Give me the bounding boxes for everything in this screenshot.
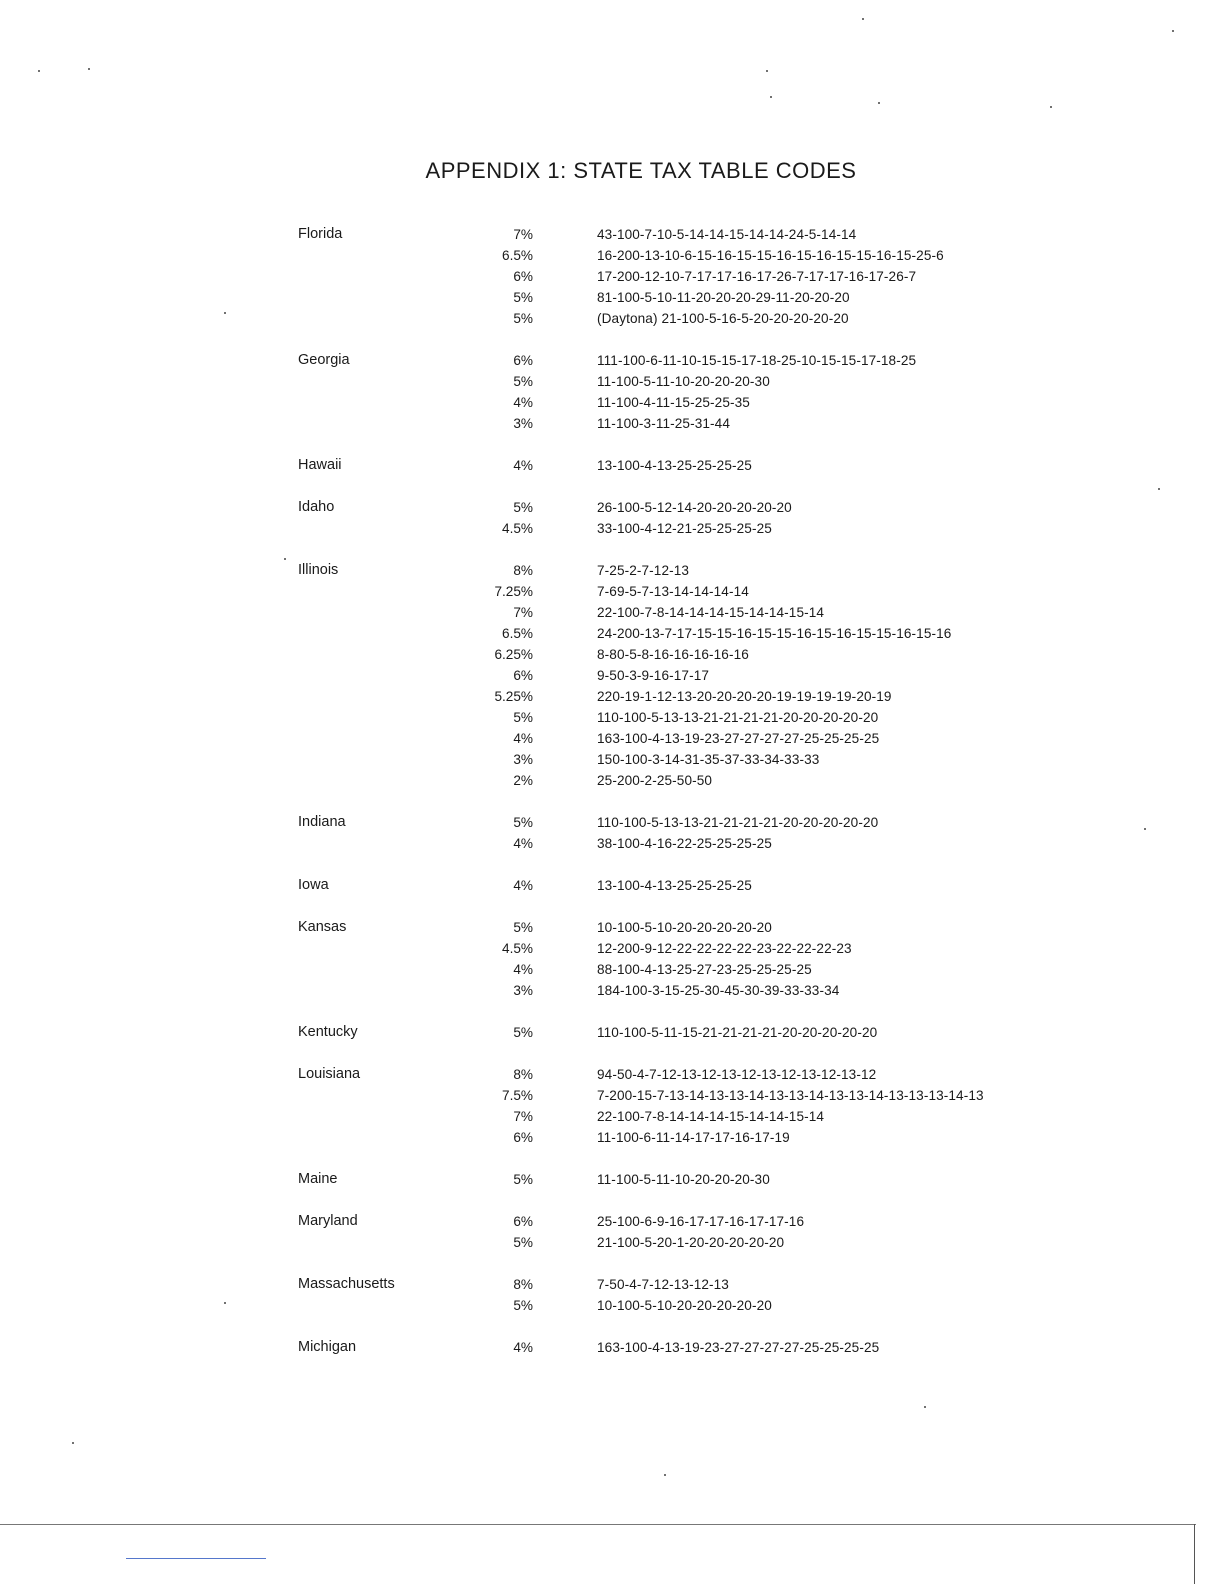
footnote-rule [126, 1558, 266, 1559]
rate-row [298, 516, 1058, 537]
rate-row [298, 579, 1058, 600]
rate-row [298, 1104, 1058, 1125]
rate-row [298, 810, 1058, 831]
state-name: Maine [298, 1171, 338, 1187]
tax-rate: 7% [513, 227, 533, 242]
tax-table-code: 25-100-6-9-16-17-17-16-17-17-16 [597, 1214, 805, 1229]
rate-row [298, 1062, 1058, 1083]
rate-row [298, 243, 1058, 264]
tax-table-code: 24-200-13-7-17-15-15-16-15-15-16-15-16-15-15-16-15-16 [597, 626, 952, 641]
state-name: Illinois [298, 562, 339, 578]
speck [1172, 30, 1174, 32]
tax-table-code: 150-100-3-14-31-35-37-33-34-33-33 [597, 752, 820, 767]
rate-row [298, 978, 1058, 999]
rate-row [298, 411, 1058, 432]
rate-row [298, 306, 1058, 327]
state-group [298, 1335, 1058, 1356]
speck [284, 558, 286, 560]
rate-row [298, 936, 1058, 957]
tax-table-code: 7-69-5-7-13-14-14-14-14 [597, 584, 749, 599]
tax-rate: 4% [513, 836, 533, 851]
tax-rate: 3% [513, 983, 533, 998]
rate-row [298, 1125, 1058, 1146]
tax-rate: 5% [513, 374, 533, 389]
speck [224, 312, 226, 314]
tax-table-code: 16-200-13-10-6-15-16-15-15-16-15-16-15-15-16-15-25-6 [597, 248, 944, 263]
rate-row [298, 222, 1058, 243]
speck [224, 1302, 226, 1304]
tax-rate: 4% [513, 878, 533, 893]
tax-rate: 3% [513, 416, 533, 431]
rate-row [298, 1209, 1058, 1230]
rate-row [298, 831, 1058, 852]
tax-table-code: 9-50-3-9-16-17-17 [597, 668, 710, 683]
tax-table-code: 13-100-4-13-25-25-25-25 [597, 458, 752, 473]
tax-table-code: 110-100-5-13-13-21-21-21-21-20-20-20-20-20 [597, 710, 879, 725]
rate-row [298, 747, 1058, 768]
tax-table-code: 88-100-4-13-25-27-23-25-25-25-25 [597, 962, 812, 977]
rate-row [298, 558, 1058, 579]
state-group [298, 348, 1058, 432]
tax-rate: 4% [513, 1340, 533, 1355]
rate-row [298, 453, 1058, 474]
speck [72, 1442, 74, 1444]
rate-row [298, 705, 1058, 726]
state-group [298, 1020, 1058, 1041]
state-group [298, 915, 1058, 999]
rate-row [298, 1083, 1058, 1104]
tax-table-code: 163-100-4-13-19-23-27-27-27-27-25-25-25-25 [597, 1340, 880, 1355]
tax-table-code: 21-100-5-20-1-20-20-20-20-20 [597, 1235, 785, 1250]
speck [924, 1406, 926, 1408]
speck [1144, 828, 1146, 830]
rate-row [298, 726, 1058, 747]
tax-rate: 4.5% [502, 521, 533, 536]
rate-row [298, 663, 1058, 684]
tax-rate: 5.25% [494, 689, 533, 704]
tax-rate: 6% [513, 269, 533, 284]
tax-table-code: 22-100-7-8-14-14-14-15-14-14-15-14 [597, 1109, 825, 1124]
tax-rate: 4% [513, 395, 533, 410]
tax-rate: 5% [513, 1172, 533, 1187]
tax-table-code: 26-100-5-12-14-20-20-20-20-20 [597, 500, 792, 515]
rate-row [298, 642, 1058, 663]
tax-table-code: 7-50-4-7-12-13-12-13 [597, 1277, 729, 1292]
state-group [298, 1167, 1058, 1188]
bottom-page-rule [0, 1524, 1196, 1525]
speck [878, 102, 880, 104]
state-name: Massachusetts [298, 1276, 395, 1292]
tax-table-code: 110-100-5-11-15-21-21-21-21-20-20-20-20-20 [597, 1025, 878, 1040]
tax-rate: 6% [513, 668, 533, 683]
tax-table-code: 25-200-2-25-50-50 [597, 773, 713, 788]
tax-rate: 5% [513, 710, 533, 725]
rate-row [298, 1293, 1058, 1314]
speck [1050, 106, 1052, 108]
speck [38, 70, 40, 72]
state-group [298, 1062, 1058, 1146]
speck [766, 70, 768, 72]
tax-rate: 6.25% [494, 647, 533, 662]
tax-table-code: 220-19-1-12-13-20-20-20-20-19-19-19-19-20-19 [597, 689, 892, 704]
tax-rate: 8% [513, 1277, 533, 1292]
state-name: Florida [298, 226, 343, 242]
state-name: Indiana [298, 814, 346, 830]
tax-table-code: 17-200-12-10-7-17-17-16-17-26-7-17-17-16-17-26-7 [597, 269, 917, 284]
tax-rate: 4% [513, 458, 533, 473]
tax-rate: 6.5% [502, 626, 533, 641]
tax-table-code: 10-100-5-10-20-20-20-20-20 [597, 1298, 772, 1313]
tax-table-code: 111-100-6-11-10-15-15-17-18-25-10-15-15-17-18-25 [597, 353, 917, 368]
tax-table-code: 11-100-6-11-14-17-17-16-17-19 [597, 1130, 790, 1145]
state-group [298, 558, 1058, 789]
tax-rate: 8% [513, 563, 533, 578]
state-name: Maryland [298, 1213, 358, 1229]
tax-rate: 4.5% [502, 941, 533, 956]
speck [88, 68, 90, 70]
state-group [298, 222, 1058, 327]
state-group [298, 453, 1058, 474]
tax-rate: 5% [513, 1235, 533, 1250]
rate-row [298, 1272, 1058, 1293]
tax-rate: 2% [513, 773, 533, 788]
rate-row [298, 621, 1058, 642]
rate-row [298, 1335, 1058, 1356]
tax-rate: 5% [513, 500, 533, 515]
state-group [298, 873, 1058, 894]
state-group [298, 495, 1058, 537]
state-group [298, 810, 1058, 852]
speck [862, 18, 864, 20]
tax-rate: 7% [513, 1109, 533, 1124]
tax-table-code: 33-100-4-12-21-25-25-25-25 [597, 521, 772, 536]
rate-row [298, 1020, 1058, 1041]
tax-table-code: 184-100-3-15-25-30-45-30-39-33-33-34 [597, 983, 840, 998]
rate-row [298, 285, 1058, 306]
tax-rate: 5% [513, 311, 533, 326]
bottom-page-corner [1194, 1524, 1195, 1584]
tax-table-code: 7-200-15-7-13-14-13-13-14-13-13-14-13-13-14-13-13-13-14-13 [597, 1088, 984, 1103]
rate-row [298, 495, 1058, 516]
state-name: Iowa [298, 877, 329, 893]
tax-rate: 6% [513, 1130, 533, 1145]
state-name: Georgia [298, 352, 350, 368]
tax-table-code: 10-100-5-10-20-20-20-20-20 [597, 920, 772, 935]
tax-rate: 4% [513, 731, 533, 746]
rate-row [298, 1167, 1058, 1188]
tax-rate: 5% [513, 1025, 533, 1040]
rate-row [298, 768, 1058, 789]
state-group [298, 1272, 1058, 1314]
state-name: Kentucky [298, 1024, 358, 1040]
state-name: Michigan [298, 1339, 357, 1355]
state-name: Hawaii [298, 457, 342, 473]
rate-row [298, 369, 1058, 390]
rate-row [298, 915, 1058, 936]
tax-table-code: 11-100-4-11-15-25-25-35 [597, 395, 750, 410]
rate-row [298, 348, 1058, 369]
tax-rate: 5% [513, 1298, 533, 1313]
tax-table-code: 81-100-5-10-11-20-20-20-29-11-20-20-20 [597, 290, 850, 305]
tax-table-code: 163-100-4-13-19-23-27-27-27-27-25-25-25-25 [597, 731, 880, 746]
state-name: Idaho [298, 499, 335, 515]
state-group [298, 1209, 1058, 1251]
tax-table-code: 94-50-4-7-12-13-12-13-12-13-12-13-12-13-12 [597, 1067, 877, 1082]
tax-rate: 6% [513, 1214, 533, 1229]
tax-table-code: 43-100-7-10-5-14-14-15-14-14-24-5-14-14 [597, 227, 857, 242]
tax-rate: 7.5% [502, 1088, 533, 1103]
tax-table-code: 8-80-5-8-16-16-16-16-16 [597, 647, 749, 662]
tax-rate: 5% [513, 920, 533, 935]
tax-rate: 7% [513, 605, 533, 620]
rate-row [298, 684, 1058, 705]
tax-table-code: 12-200-9-12-22-22-22-22-23-22-22-22-23 [597, 941, 852, 956]
tax-rate: 6% [513, 353, 533, 368]
rate-row [298, 957, 1058, 978]
tax-rate: 5% [513, 290, 533, 305]
speck [1158, 488, 1160, 490]
rate-row [298, 600, 1058, 621]
tax-table-code: 11-100-5-11-10-20-20-20-30 [597, 1172, 770, 1187]
state-name: Louisiana [298, 1066, 361, 1082]
rate-row [298, 264, 1058, 285]
tax-rate: 8% [513, 1067, 533, 1082]
tax-table-code: 22-100-7-8-14-14-14-15-14-14-15-14 [597, 605, 825, 620]
tax-table-code: 11-100-5-11-10-20-20-20-30 [597, 374, 770, 389]
tax-table-code: 7-25-2-7-12-13 [597, 563, 690, 578]
state-name: Kansas [298, 919, 347, 935]
rate-row [298, 873, 1058, 894]
tax-rate: 7.25% [494, 584, 533, 599]
tax-table-code: (Daytona) 21-100-5-16-5-20-20-20-20-20 [597, 311, 849, 326]
tax-table-code: 11-100-3-11-25-31-44 [597, 416, 730, 431]
tax-rate: 4% [513, 962, 533, 977]
tax-rate: 3% [513, 752, 533, 767]
state-tax-table [298, 222, 1058, 1377]
page-title: APPENDIX 1: STATE TAX TABLE CODES [425, 158, 857, 183]
rate-row [298, 390, 1058, 411]
tax-rate: 5% [513, 815, 533, 830]
tax-table-code: 110-100-5-13-13-21-21-21-21-20-20-20-20-20 [597, 815, 879, 830]
speck [664, 1474, 666, 1476]
tax-table-code: 13-100-4-13-25-25-25-25 [597, 878, 752, 893]
tax-table-code: 38-100-4-16-22-25-25-25-25 [597, 836, 772, 851]
rate-row [298, 1230, 1058, 1251]
speck [770, 96, 772, 98]
tax-rate: 6.5% [502, 248, 533, 263]
